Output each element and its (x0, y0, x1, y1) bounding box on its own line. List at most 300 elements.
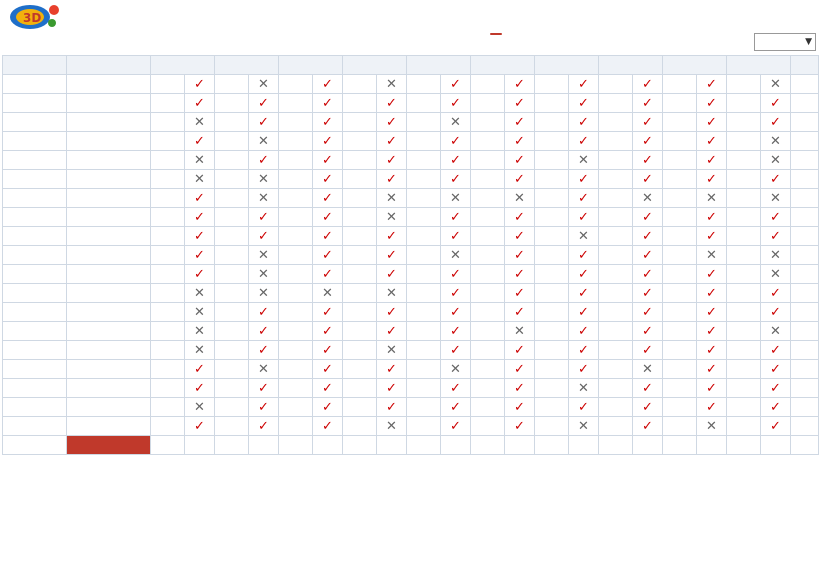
kill-number-cell (727, 284, 761, 303)
cross-mark-icon: ✕ (194, 114, 205, 130)
menu-bar (0, 32, 820, 54)
check-icon (441, 398, 471, 417)
check-mark-icon: ✓ (514, 209, 525, 225)
check-mark-icon: ✓ (578, 114, 589, 130)
kill-number-cell (471, 322, 505, 341)
check-icon (505, 75, 535, 94)
check-icon (313, 379, 343, 398)
kill-number-cell (343, 113, 377, 132)
kill-number-cell (407, 379, 441, 398)
stat-cell (791, 360, 819, 379)
check-mark-icon: ✓ (450, 399, 461, 415)
issue-cell (3, 360, 67, 379)
cross-mark-icon: ✕ (258, 285, 269, 301)
issue-cell (3, 284, 67, 303)
cross-icon (377, 208, 407, 227)
check-mark-icon: ✓ (450, 152, 461, 168)
check-mark-icon: ✓ (706, 323, 717, 339)
current-kill-cell (535, 436, 569, 455)
kill-number-cell (215, 265, 249, 284)
col-header-predictor (599, 56, 663, 75)
check-icon (761, 170, 791, 189)
kill-number-cell (663, 94, 697, 113)
kill-number-cell (599, 417, 633, 436)
check-icon (249, 417, 279, 436)
check-mark-icon: ✓ (322, 304, 333, 320)
check-mark-icon: ✓ (642, 114, 653, 130)
check-mark-icon: ✓ (386, 323, 397, 339)
check-mark-icon: ✓ (706, 76, 717, 92)
check-icon (569, 189, 599, 208)
check-icon (633, 246, 663, 265)
kill-number-cell (279, 113, 313, 132)
kill-number-cell (727, 189, 761, 208)
kill-number-cell (407, 360, 441, 379)
check-mark-icon: ✓ (770, 171, 781, 187)
kill-number-cell (215, 303, 249, 322)
check-mark-icon: ✓ (194, 266, 205, 282)
check-icon (185, 417, 215, 436)
check-mark-icon: ✓ (450, 380, 461, 396)
check-icon (377, 303, 407, 322)
kill-number-cell (407, 417, 441, 436)
cross-mark-icon: ✕ (450, 247, 461, 263)
check-icon (633, 322, 663, 341)
kill-number-cell (535, 322, 569, 341)
kill-number-table (2, 55, 819, 455)
kill-number-cell (535, 94, 569, 113)
kill-number-cell (727, 246, 761, 265)
cross-mark-icon: ✕ (386, 418, 397, 434)
check-icon (569, 265, 599, 284)
cross-icon (185, 151, 215, 170)
check-mark-icon: ✓ (514, 247, 525, 263)
issue-cell (3, 227, 67, 246)
kill-number-cell (535, 417, 569, 436)
stat-cell (791, 132, 819, 151)
kill-number-cell (471, 94, 505, 113)
stat-cell (791, 208, 819, 227)
kill-number-cell (151, 246, 185, 265)
menu-item-group[interactable] (490, 33, 502, 35)
check-icon (633, 94, 663, 113)
kill-number-cell (151, 360, 185, 379)
issue-cell (3, 189, 67, 208)
cross-mark-icon: ✕ (194, 399, 205, 415)
check-mark-icon: ✓ (194, 95, 205, 111)
stat-cell (791, 284, 819, 303)
kill-number-cell (727, 75, 761, 94)
check-icon (697, 151, 727, 170)
check-icon (249, 227, 279, 246)
check-icon (441, 417, 471, 436)
kill-number-cell (663, 246, 697, 265)
stat-cell (791, 417, 819, 436)
kill-number-cell (215, 398, 249, 417)
cross-icon (377, 284, 407, 303)
table-row (3, 341, 819, 360)
check-icon (441, 379, 471, 398)
check-mark-icon: ✓ (642, 399, 653, 415)
draw-number-cell (67, 113, 151, 132)
check-mark-icon: ✓ (706, 133, 717, 149)
cross-icon (441, 189, 471, 208)
check-mark-icon: ✓ (706, 171, 717, 187)
draw-number-cell (67, 189, 151, 208)
check-icon (505, 151, 535, 170)
check-icon (505, 303, 535, 322)
kill-number-cell (727, 151, 761, 170)
check-icon (761, 94, 791, 113)
check-mark-icon: ✓ (258, 304, 269, 320)
draw-number-cell (67, 398, 151, 417)
stat-cell (791, 398, 819, 417)
kill-number-cell (215, 189, 249, 208)
check-icon (249, 379, 279, 398)
kill-number-cell (215, 170, 249, 189)
check-icon (697, 208, 727, 227)
check-icon (505, 227, 535, 246)
kill-number-cell (279, 398, 313, 417)
col-header-number (67, 56, 151, 75)
cross-icon (697, 417, 727, 436)
check-icon (697, 265, 727, 284)
stat-cell (791, 151, 819, 170)
footer-partial-row (0, 551, 820, 576)
check-mark-icon: ✓ (770, 361, 781, 377)
check-icon (569, 398, 599, 417)
check-icon (569, 75, 599, 94)
kill-number-cell (663, 341, 697, 360)
check-mark-icon: ✓ (642, 266, 653, 282)
table-row (3, 398, 819, 417)
kill-number-cell (151, 265, 185, 284)
stat-cell (791, 170, 819, 189)
check-mark-icon: ✓ (578, 323, 589, 339)
check-mark-icon: ✓ (578, 133, 589, 149)
issue-cell (3, 322, 67, 341)
check-icon (505, 132, 535, 151)
check-icon (313, 113, 343, 132)
period-select[interactable] (754, 33, 816, 51)
check-icon (441, 265, 471, 284)
check-icon (185, 265, 215, 284)
check-icon (185, 208, 215, 227)
cross-mark-icon: ✕ (770, 152, 781, 168)
check-mark-icon: ✓ (514, 228, 525, 244)
kill-number-cell (663, 379, 697, 398)
check-mark-icon: ✓ (514, 266, 525, 282)
cross-icon (441, 113, 471, 132)
check-mark-icon: ✓ (578, 266, 589, 282)
check-mark-icon: ✓ (514, 399, 525, 415)
check-icon (505, 246, 535, 265)
check-mark-icon: ✓ (322, 152, 333, 168)
check-mark-icon: ✓ (642, 133, 653, 149)
table-row (3, 170, 819, 189)
check-icon (185, 379, 215, 398)
draw-number-cell (67, 417, 151, 436)
kill-number-cell (407, 322, 441, 341)
kill-number-cell (663, 113, 697, 132)
draw-number-cell (67, 284, 151, 303)
cross-icon (185, 341, 215, 360)
check-mark-icon: ✓ (642, 152, 653, 168)
draw-number-cell (67, 94, 151, 113)
kill-number-cell (599, 379, 633, 398)
placeholder-dash (185, 436, 215, 455)
cross-icon (569, 379, 599, 398)
kill-number-cell (471, 151, 505, 170)
check-mark-icon: ✓ (706, 342, 717, 358)
check-icon (697, 379, 727, 398)
kill-number-cell (215, 151, 249, 170)
check-icon (441, 208, 471, 227)
kill-number-cell (343, 284, 377, 303)
check-icon (249, 322, 279, 341)
kill-number-cell (727, 417, 761, 436)
kill-number-cell (407, 75, 441, 94)
check-icon (697, 303, 727, 322)
kill-number-cell (599, 360, 633, 379)
check-mark-icon: ✓ (258, 114, 269, 130)
check-icon (505, 113, 535, 132)
kill-number-cell (343, 189, 377, 208)
stat-cell (791, 322, 819, 341)
cross-icon (377, 189, 407, 208)
kill-number-cell (343, 303, 377, 322)
kill-number-cell (599, 398, 633, 417)
check-icon (697, 341, 727, 360)
check-mark-icon: ✓ (322, 342, 333, 358)
check-icon (313, 303, 343, 322)
kill-number-cell (663, 170, 697, 189)
issue-cell (3, 303, 67, 322)
kill-number-cell (215, 208, 249, 227)
current-kill-cell (599, 436, 633, 455)
check-mark-icon: ✓ (770, 418, 781, 434)
kill-number-cell (599, 284, 633, 303)
check-icon (185, 94, 215, 113)
kill-number-cell (535, 189, 569, 208)
check-mark-icon: ✓ (770, 380, 781, 396)
cross-icon (441, 360, 471, 379)
cross-icon (505, 189, 535, 208)
check-mark-icon: ✓ (578, 304, 589, 320)
check-mark-icon: ✓ (514, 76, 525, 92)
check-mark-icon: ✓ (578, 95, 589, 111)
check-mark-icon: ✓ (450, 342, 461, 358)
stat-cell (791, 94, 819, 113)
check-icon (377, 170, 407, 189)
issue-cell (3, 379, 67, 398)
kill-number-cell (599, 151, 633, 170)
placeholder-dash (761, 436, 791, 455)
current-kill-cell (471, 436, 505, 455)
kill-number-cell (151, 303, 185, 322)
check-mark-icon: ✓ (706, 361, 717, 377)
stat-cell (791, 379, 819, 398)
issue-cell (3, 75, 67, 94)
kill-number-cell (471, 398, 505, 417)
kill-number-cell (727, 341, 761, 360)
kill-number-cell (471, 265, 505, 284)
cross-icon (761, 151, 791, 170)
check-mark-icon: ✓ (194, 209, 205, 225)
check-icon (441, 341, 471, 360)
kill-number-cell (215, 322, 249, 341)
kill-number-cell (471, 246, 505, 265)
kill-number-cell (471, 189, 505, 208)
kill-number-cell (343, 322, 377, 341)
kill-number-cell (535, 341, 569, 360)
placeholder-dash (505, 436, 535, 455)
kill-number-cell (343, 94, 377, 113)
kill-number-cell (663, 303, 697, 322)
kill-number-cell (215, 417, 249, 436)
table-header-row (3, 56, 819, 75)
check-icon (313, 322, 343, 341)
kill-number-cell (151, 379, 185, 398)
kill-number-cell (407, 227, 441, 246)
cross-mark-icon: ✕ (642, 361, 653, 377)
kill-number-cell (279, 170, 313, 189)
check-mark-icon: ✓ (322, 380, 333, 396)
check-mark-icon: ✓ (450, 418, 461, 434)
table-row (3, 303, 819, 322)
issue-cell (3, 265, 67, 284)
check-mark-icon: ✓ (706, 152, 717, 168)
table-row (3, 379, 819, 398)
current-kill-cell (215, 436, 249, 455)
kill-number-cell (279, 75, 313, 94)
stat-cell (791, 246, 819, 265)
check-icon (569, 208, 599, 227)
check-mark-icon: ✓ (578, 171, 589, 187)
check-mark-icon: ✓ (514, 361, 525, 377)
kill-number-cell (535, 360, 569, 379)
issue-cell (3, 170, 67, 189)
kill-number-cell (599, 246, 633, 265)
kill-number-cell (151, 322, 185, 341)
check-mark-icon: ✓ (450, 285, 461, 301)
check-icon (761, 113, 791, 132)
current-kill-row (3, 436, 819, 455)
kill-number-cell (343, 398, 377, 417)
cross-icon (761, 322, 791, 341)
check-mark-icon: ✓ (386, 361, 397, 377)
check-icon (761, 360, 791, 379)
check-mark-icon: ✓ (258, 399, 269, 415)
placeholder-dash (697, 436, 727, 455)
check-mark-icon: ✓ (322, 247, 333, 263)
cross-mark-icon: ✕ (386, 285, 397, 301)
check-icon (761, 398, 791, 417)
cross-mark-icon: ✕ (194, 342, 205, 358)
check-icon (505, 417, 535, 436)
cross-icon (249, 246, 279, 265)
check-icon (633, 75, 663, 94)
check-mark-icon: ✓ (514, 171, 525, 187)
kill-number-cell (599, 322, 633, 341)
check-icon (569, 360, 599, 379)
kill-number-cell (535, 284, 569, 303)
cross-mark-icon: ✕ (194, 171, 205, 187)
kill-number-cell (599, 303, 633, 322)
check-mark-icon: ✓ (706, 266, 717, 282)
placeholder-dash (313, 436, 343, 455)
cross-mark-icon: ✕ (386, 342, 397, 358)
kill-number-cell (407, 303, 441, 322)
check-icon (505, 94, 535, 113)
kill-number-cell (407, 132, 441, 151)
kill-number-cell (151, 113, 185, 132)
check-icon (761, 417, 791, 436)
check-icon (377, 227, 407, 246)
kill-number-cell (215, 246, 249, 265)
kill-number-cell (727, 113, 761, 132)
kill-number-cell (407, 341, 441, 360)
kill-number-cell (151, 189, 185, 208)
kill-number-cell (343, 379, 377, 398)
cross-mark-icon: ✕ (514, 323, 525, 339)
check-icon (569, 303, 599, 322)
check-icon (313, 227, 343, 246)
check-mark-icon: ✓ (770, 95, 781, 111)
cross-mark-icon: ✕ (770, 133, 781, 149)
kill-number-cell (279, 94, 313, 113)
check-icon (697, 94, 727, 113)
kill-number-cell (727, 227, 761, 246)
issue-cell (3, 113, 67, 132)
check-icon (697, 284, 727, 303)
check-icon (569, 132, 599, 151)
kill-number-cell (407, 284, 441, 303)
check-icon (761, 303, 791, 322)
check-icon (313, 246, 343, 265)
issue-cell (3, 151, 67, 170)
cross-icon (697, 189, 727, 208)
issue-cell (3, 208, 67, 227)
check-icon (441, 94, 471, 113)
issue-cell (3, 246, 67, 265)
check-mark-icon: ✓ (322, 323, 333, 339)
check-mark-icon: ✓ (322, 95, 333, 111)
kill-number-cell (663, 322, 697, 341)
kill-number-cell (663, 417, 697, 436)
check-icon (697, 170, 727, 189)
check-mark-icon: ✓ (770, 342, 781, 358)
draw-number-cell (67, 151, 151, 170)
table-row (3, 94, 819, 113)
check-mark-icon: ✓ (642, 285, 653, 301)
check-mark-icon: ✓ (706, 285, 717, 301)
issue-cell (3, 132, 67, 151)
check-mark-icon: ✓ (322, 76, 333, 92)
kill-number-cell (535, 303, 569, 322)
kill-number-cell (471, 132, 505, 151)
header-bar (0, 0, 820, 32)
kill-number-cell (471, 303, 505, 322)
check-icon (633, 417, 663, 436)
cross-icon (761, 75, 791, 94)
kill-number-cell (535, 398, 569, 417)
check-icon (441, 284, 471, 303)
draw-number-cell (67, 265, 151, 284)
check-icon (249, 94, 279, 113)
check-mark-icon: ✓ (450, 228, 461, 244)
cross-mark-icon: ✕ (770, 266, 781, 282)
